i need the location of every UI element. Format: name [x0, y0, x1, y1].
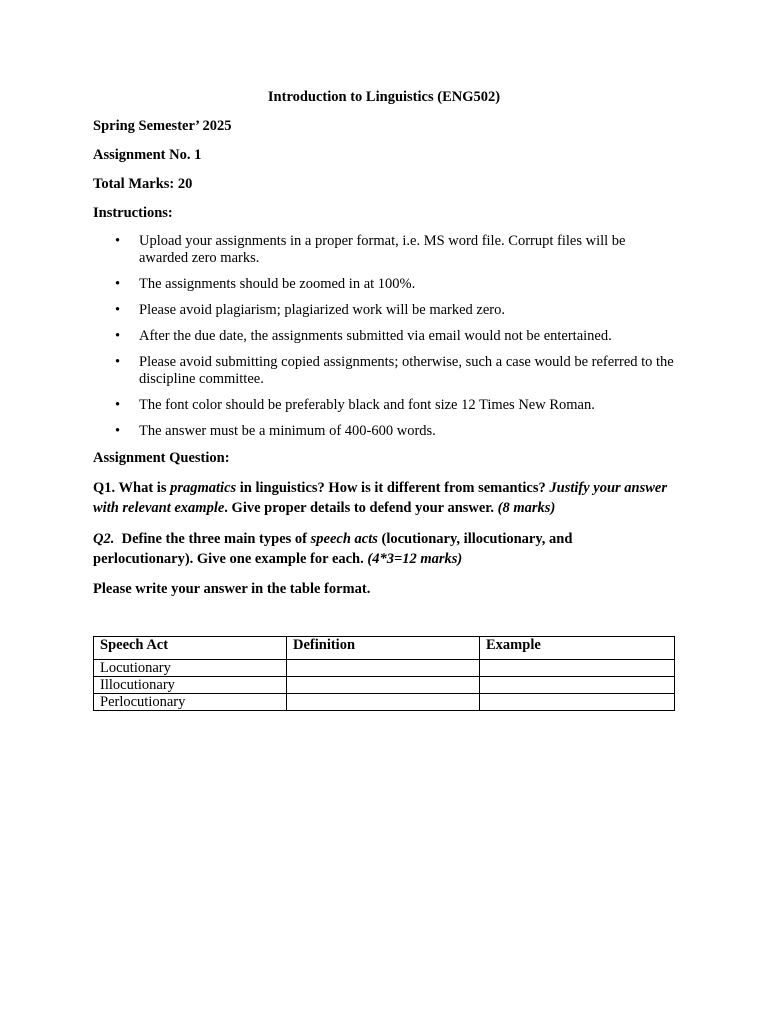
- document-page: [93, 88, 675, 710]
- q2-prefix: Define the three main types of: [114, 531, 311, 547]
- instruction-item: [93, 302, 675, 319]
- question-heading: Assignment Question:: [93, 450, 230, 466]
- cell-example[interactable]: [480, 660, 675, 677]
- q1-term: pragmatics: [170, 480, 237, 496]
- cell-example[interactable]: [480, 694, 675, 711]
- table-instruction: Please write your answer in the table format.: [93, 581, 371, 597]
- q1-marks: (8 marks): [497, 500, 556, 516]
- q1-justify: Justify your answer with relevant example: [93, 480, 668, 516]
- bullet-icon: •: [115, 423, 121, 439]
- q2-marks: (4*3=12 marks): [367, 551, 463, 567]
- q1-prefix: Q1. What is: [93, 480, 171, 496]
- document-title: Introduction to Linguistics (ENG502): [267, 89, 501, 105]
- column-header-speech-act: Speech Act: [94, 637, 287, 660]
- instruction-item: [93, 423, 675, 440]
- q1-middle: in linguistics? How is it different from semantics?: [236, 480, 550, 496]
- instruction-text: After the due date, the assignments submitted via email would not be entertained.: [139, 328, 612, 344]
- instruction-text: The assignments should be zoomed in at 100%.: [139, 276, 416, 292]
- q2-term: speech acts: [310, 531, 378, 547]
- question-1: [93, 478, 675, 518]
- speech-acts-table: [93, 636, 675, 711]
- cell-definition[interactable]: [287, 694, 480, 711]
- bullet-icon: •: [115, 233, 121, 249]
- cell-speech-act[interactable]: Illocutionary: [94, 677, 287, 694]
- total-marks: Total Marks: 20: [93, 176, 193, 192]
- table-header-row: [94, 637, 675, 660]
- instruction-text: Upload your assignments in a proper format, i.e. MS word file. Corrupt files will be awarded zero marks.: [139, 233, 626, 266]
- instruction-text: The font color should be preferably black and font size 12 Times New Roman.: [139, 397, 595, 413]
- q1-suffix: . Give proper details to defend your answer.: [224, 500, 498, 516]
- bullet-icon: •: [115, 276, 121, 292]
- bullet-icon: •: [115, 397, 121, 413]
- instruction-item: [93, 328, 675, 345]
- cell-definition[interactable]: [287, 677, 480, 694]
- cell-definition[interactable]: [287, 660, 480, 677]
- bullet-icon: •: [115, 354, 121, 370]
- instructions-heading: Instructions:: [93, 205, 173, 221]
- table-row: [94, 677, 675, 694]
- cell-example[interactable]: [480, 677, 675, 694]
- instruction-item: [93, 233, 675, 267]
- table-row: [94, 694, 675, 711]
- column-header-example: Example: [480, 637, 675, 660]
- instruction-text: The answer must be a minimum of 400-600 words.: [139, 423, 436, 439]
- column-header-definition: Definition: [287, 637, 480, 660]
- instruction-item: [93, 354, 675, 388]
- cell-speech-act[interactable]: Locutionary: [94, 660, 287, 677]
- instruction-text: Please avoid submitting copied assignments; otherwise, such a case would be referred to the discipline committee.: [139, 354, 674, 387]
- table-row: [94, 660, 675, 677]
- assignment-number: Assignment No. 1: [93, 147, 202, 163]
- instruction-item: [93, 276, 675, 293]
- question-2: [93, 529, 675, 569]
- cell-speech-act[interactable]: Perlocutionary: [94, 694, 287, 711]
- instructions-list: [93, 233, 675, 440]
- semester-line: Spring Semester’ 2025: [93, 118, 232, 134]
- bullet-icon: •: [115, 302, 121, 318]
- q2-number: Q2.: [93, 531, 115, 547]
- instruction-item: [93, 397, 675, 414]
- instruction-text: Please avoid plagiarism; plagiarized work will be marked zero.: [139, 302, 505, 318]
- bullet-icon: •: [115, 328, 121, 344]
- q2-suffix: (locutionary, illocutionary, and perlocutionary). Give one example for each.: [93, 531, 573, 567]
